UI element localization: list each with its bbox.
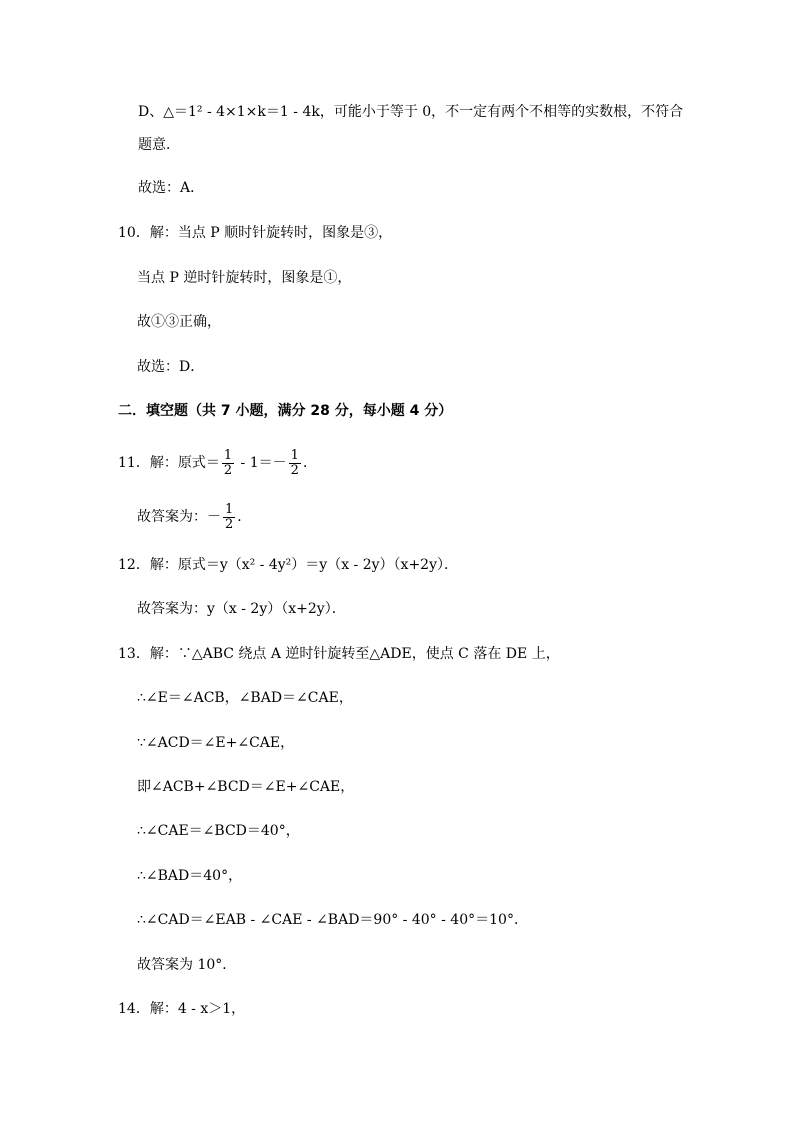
q10-answer: 故选：D． [137,359,205,375]
q11-middle: - 1＝－ [236,455,287,471]
q11-answer [137,500,251,536]
q10-line-2: 当点 P 逆时针旋转时，图象是①， [137,270,352,286]
q9-option-d-line: D、△＝1² - 4×1×k＝1 - 4k，可能小于等于 0，不一定有两个不相等的实数根，不符合 [138,104,684,120]
q14-line-1: 14．解：4 - x＞1， [118,1001,246,1017]
q12-line-1: 12．解：原式＝y（x² - 4y²）＝y（x - 2y）（x+2y）． [118,557,458,573]
q11-answer-numerator: 1 [225,501,234,517]
q13-line-5: ∴∠CAE＝∠BCD＝40°， [137,823,300,839]
q12-answer: 故答案为：y（x - 2y）（x+2y）． [137,601,346,617]
q11-frac1-denominator: 2 [223,462,233,478]
q11-frac2-numerator: 1 [290,447,299,463]
q11-fraction-1 [222,449,234,478]
q11-suffix: ． [302,455,317,471]
q11-answer-denominator: 2 [225,516,234,532]
q13-line-4: 即∠ACB+∠BCD＝∠E+∠CAE， [137,779,355,795]
q13-line-2: ∴∠E＝∠ACB，∠BAD＝∠CAE， [137,690,353,706]
q11-answer-suffix: ． [237,509,252,525]
q13-line-3: ∵∠ACD＝∠E+∠CAE， [137,735,295,751]
q10-line-1: 10．解：当点 P 顺时针旋转时，图象是③， [118,225,393,241]
q13-line-6: ∴∠BAD＝40°， [137,868,243,884]
q13-line-1: 13．解：∵△ABC 绕点 A 逆时针旋转至△ADE，使点 C 落在 DE 上， [118,646,560,662]
q11-answer-fraction [223,503,235,532]
q11-frac1-numerator: 1 [223,447,233,463]
section-heading-fill-in: 二．填空题（共 7 小题，满分 28 分，每小题 4 分） [118,403,453,419]
q11-prefix: 11．解：原式＝ [118,455,220,471]
q9-option-d-line-cont: 题意． [138,137,180,153]
q10-line-3: 故①③正确， [137,314,221,330]
q9-answer: 故选：A． [138,180,205,196]
q11-frac2-denominator: 2 [290,462,299,478]
q13-answer: 故答案为 10°． [137,957,237,973]
q11-answer-prefix: 故答案为：－ [137,509,221,525]
q13-line-7: ∴∠CAD＝∠EAB - ∠CAE - ∠BAD＝90° - 40° - 40°＝10°． [137,912,528,928]
q11-fraction-2 [289,449,301,478]
q11-line-1 [118,446,317,482]
